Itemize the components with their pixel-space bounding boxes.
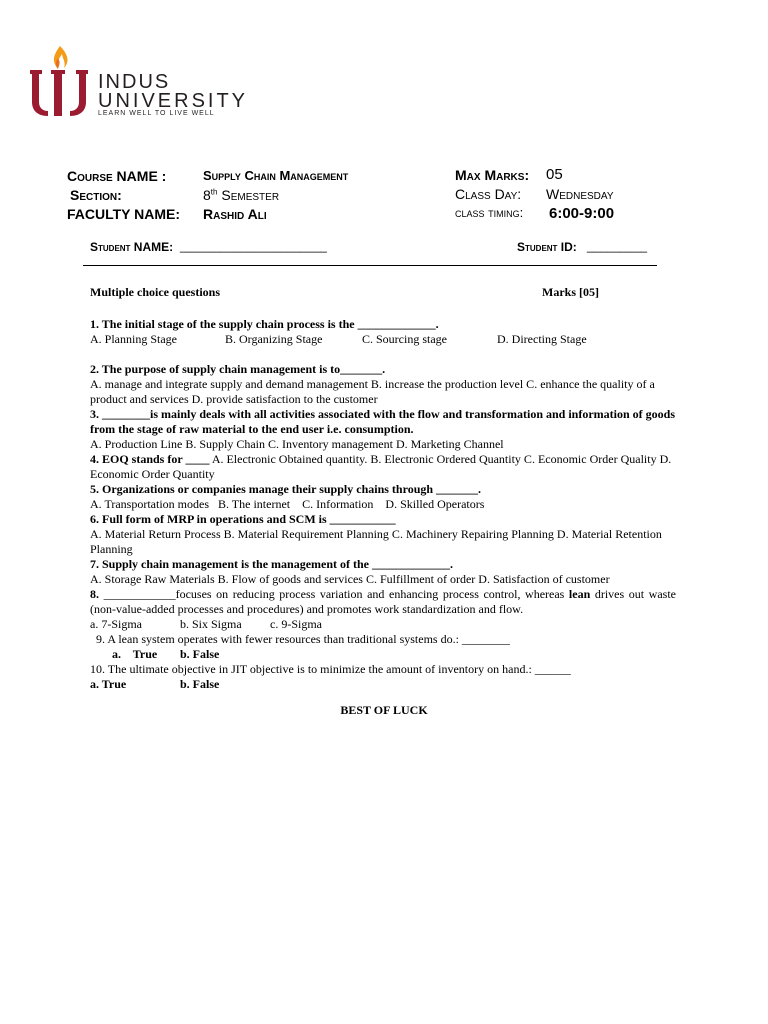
section-number: 8 bbox=[203, 187, 211, 203]
q4-text: 4. EOQ stands for ____ bbox=[90, 452, 210, 466]
q8-option-a: a. 7-Sigma bbox=[90, 617, 142, 631]
logo-tagline: LEARN WELL TO LIVE WELL bbox=[98, 110, 215, 117]
q4-options: A. Electronic Obtained quantity. B. Electronic Ordered Quantity C. Economic Order Quality D. Economic Order Quantity bbox=[90, 452, 672, 481]
student-name-field[interactable]: ______________________ bbox=[180, 239, 327, 253]
closing-text: BEST OF LUCK bbox=[340, 703, 428, 717]
header-divider bbox=[83, 265, 657, 266]
q10-option-b: b. False bbox=[180, 677, 220, 691]
faculty-value: Rashid Ali bbox=[203, 206, 267, 222]
max-marks-value: 05 bbox=[546, 166, 563, 183]
q9-option-a: a. True bbox=[112, 647, 158, 661]
question-2: 2. The purpose of supply chain management is to_______. bbox=[90, 362, 386, 376]
q1-option-d: D. Directing Stage bbox=[497, 332, 587, 346]
q1-option-c: C. Sourcing stage bbox=[362, 332, 447, 346]
q8-text-b: drives out waste (non-value-added processes and procedures) and promotes work standardization and flow. bbox=[90, 587, 676, 616]
question-3 bbox=[90, 407, 676, 437]
logo-line2: UNIVERSITY bbox=[98, 90, 249, 112]
question-5-options: A. Transportation modes B. The internet C. Information D. Skilled Operators bbox=[90, 497, 485, 511]
question-8-options bbox=[90, 617, 676, 632]
q10-option-a: a. True bbox=[90, 677, 127, 691]
question-4 bbox=[90, 452, 676, 482]
student-id-field[interactable]: _________ bbox=[587, 239, 648, 253]
q8-lean: lean bbox=[568, 587, 591, 601]
question-5: 5. Organizations or companies manage their supply chains through _______. bbox=[90, 482, 482, 496]
q8-option-c: c. 9-Sigma bbox=[270, 617, 322, 631]
section-label: Section: bbox=[70, 187, 122, 203]
logo-emblem-icon bbox=[24, 44, 94, 120]
question-10-options bbox=[90, 677, 676, 692]
q3-text: is mainly deals with all activities associated with the flow and transformation and information of goods from the stage of raw material to the end user i.e. consumption. bbox=[90, 407, 676, 436]
student-name-label: Student NAME: bbox=[90, 240, 174, 254]
university-logo bbox=[24, 44, 324, 124]
class-timing-label: class timing: bbox=[455, 205, 524, 220]
max-marks-label: Max Marks: bbox=[455, 167, 530, 183]
q8-text-a: ____________focuses on reducing process variation and enhancing process control, whereas bbox=[99, 587, 569, 601]
logo-line1: INDUS bbox=[98, 71, 171, 93]
questions-list bbox=[90, 317, 676, 692]
section-word: Semester bbox=[221, 187, 280, 203]
faculty-label: FACULTY NAME: bbox=[67, 206, 181, 222]
class-day-value: Wednesday bbox=[546, 186, 614, 202]
q3-blank: 3. ________ bbox=[90, 407, 150, 421]
question-10: 10. The ultimate objective in JIT objective is to minimize the amount of inventory on hand.: ______ bbox=[90, 662, 571, 676]
q1-option-a: A. Planning Stage bbox=[90, 332, 177, 346]
q8-option-b: b. Six Sigma bbox=[180, 617, 242, 631]
question-1-options bbox=[90, 332, 676, 347]
q8-number: 8. bbox=[90, 587, 99, 601]
question-1: 1. The initial stage of the supply chain process is the _____________. bbox=[90, 317, 439, 331]
question-9: 9. A lean system operates with fewer resources than traditional systems do.: ________ bbox=[96, 632, 510, 646]
question-6: 6. Full form of MRP in operations and SCM is ___________ bbox=[90, 512, 396, 526]
q1-option-b: B. Organizing Stage bbox=[225, 332, 323, 346]
question-6-options: A. Material Return Process B. Material Requirement Planning C. Machinery Repairing Planning D. Material Retention Planning bbox=[90, 527, 662, 556]
class-day-label: Class Day: bbox=[455, 186, 522, 202]
section-title: Multiple choice questions bbox=[90, 285, 221, 299]
marks-label: Marks [05] bbox=[542, 285, 599, 299]
course-label: Course NAME : bbox=[67, 168, 167, 184]
question-7: 7. Supply chain management is the management of the _____________. bbox=[90, 557, 454, 571]
q9-option-b: b. False bbox=[180, 647, 220, 661]
question-9-options bbox=[90, 647, 676, 662]
question-2-options: A. manage and integrate supply and demand management B. increase the production level C. enhance the quality of a product and services D. provide satisfaction to the customer bbox=[90, 377, 655, 406]
class-timing-value: 6:00-9:00 bbox=[549, 205, 615, 222]
question-8 bbox=[90, 587, 676, 617]
question-3-options: A. Production Line B. Supply Chain C. Inventory management D. Marketing Channel bbox=[90, 437, 504, 451]
section-superscript: th bbox=[210, 187, 218, 197]
question-7-options: A. Storage Raw Materials B. Flow of goods and services C. Fulfillment of order D. Satisfaction of customer bbox=[90, 572, 610, 586]
student-id-label: Student ID: bbox=[517, 240, 577, 254]
section-value bbox=[203, 188, 279, 202]
course-value: Supply Chain Management bbox=[203, 168, 349, 183]
